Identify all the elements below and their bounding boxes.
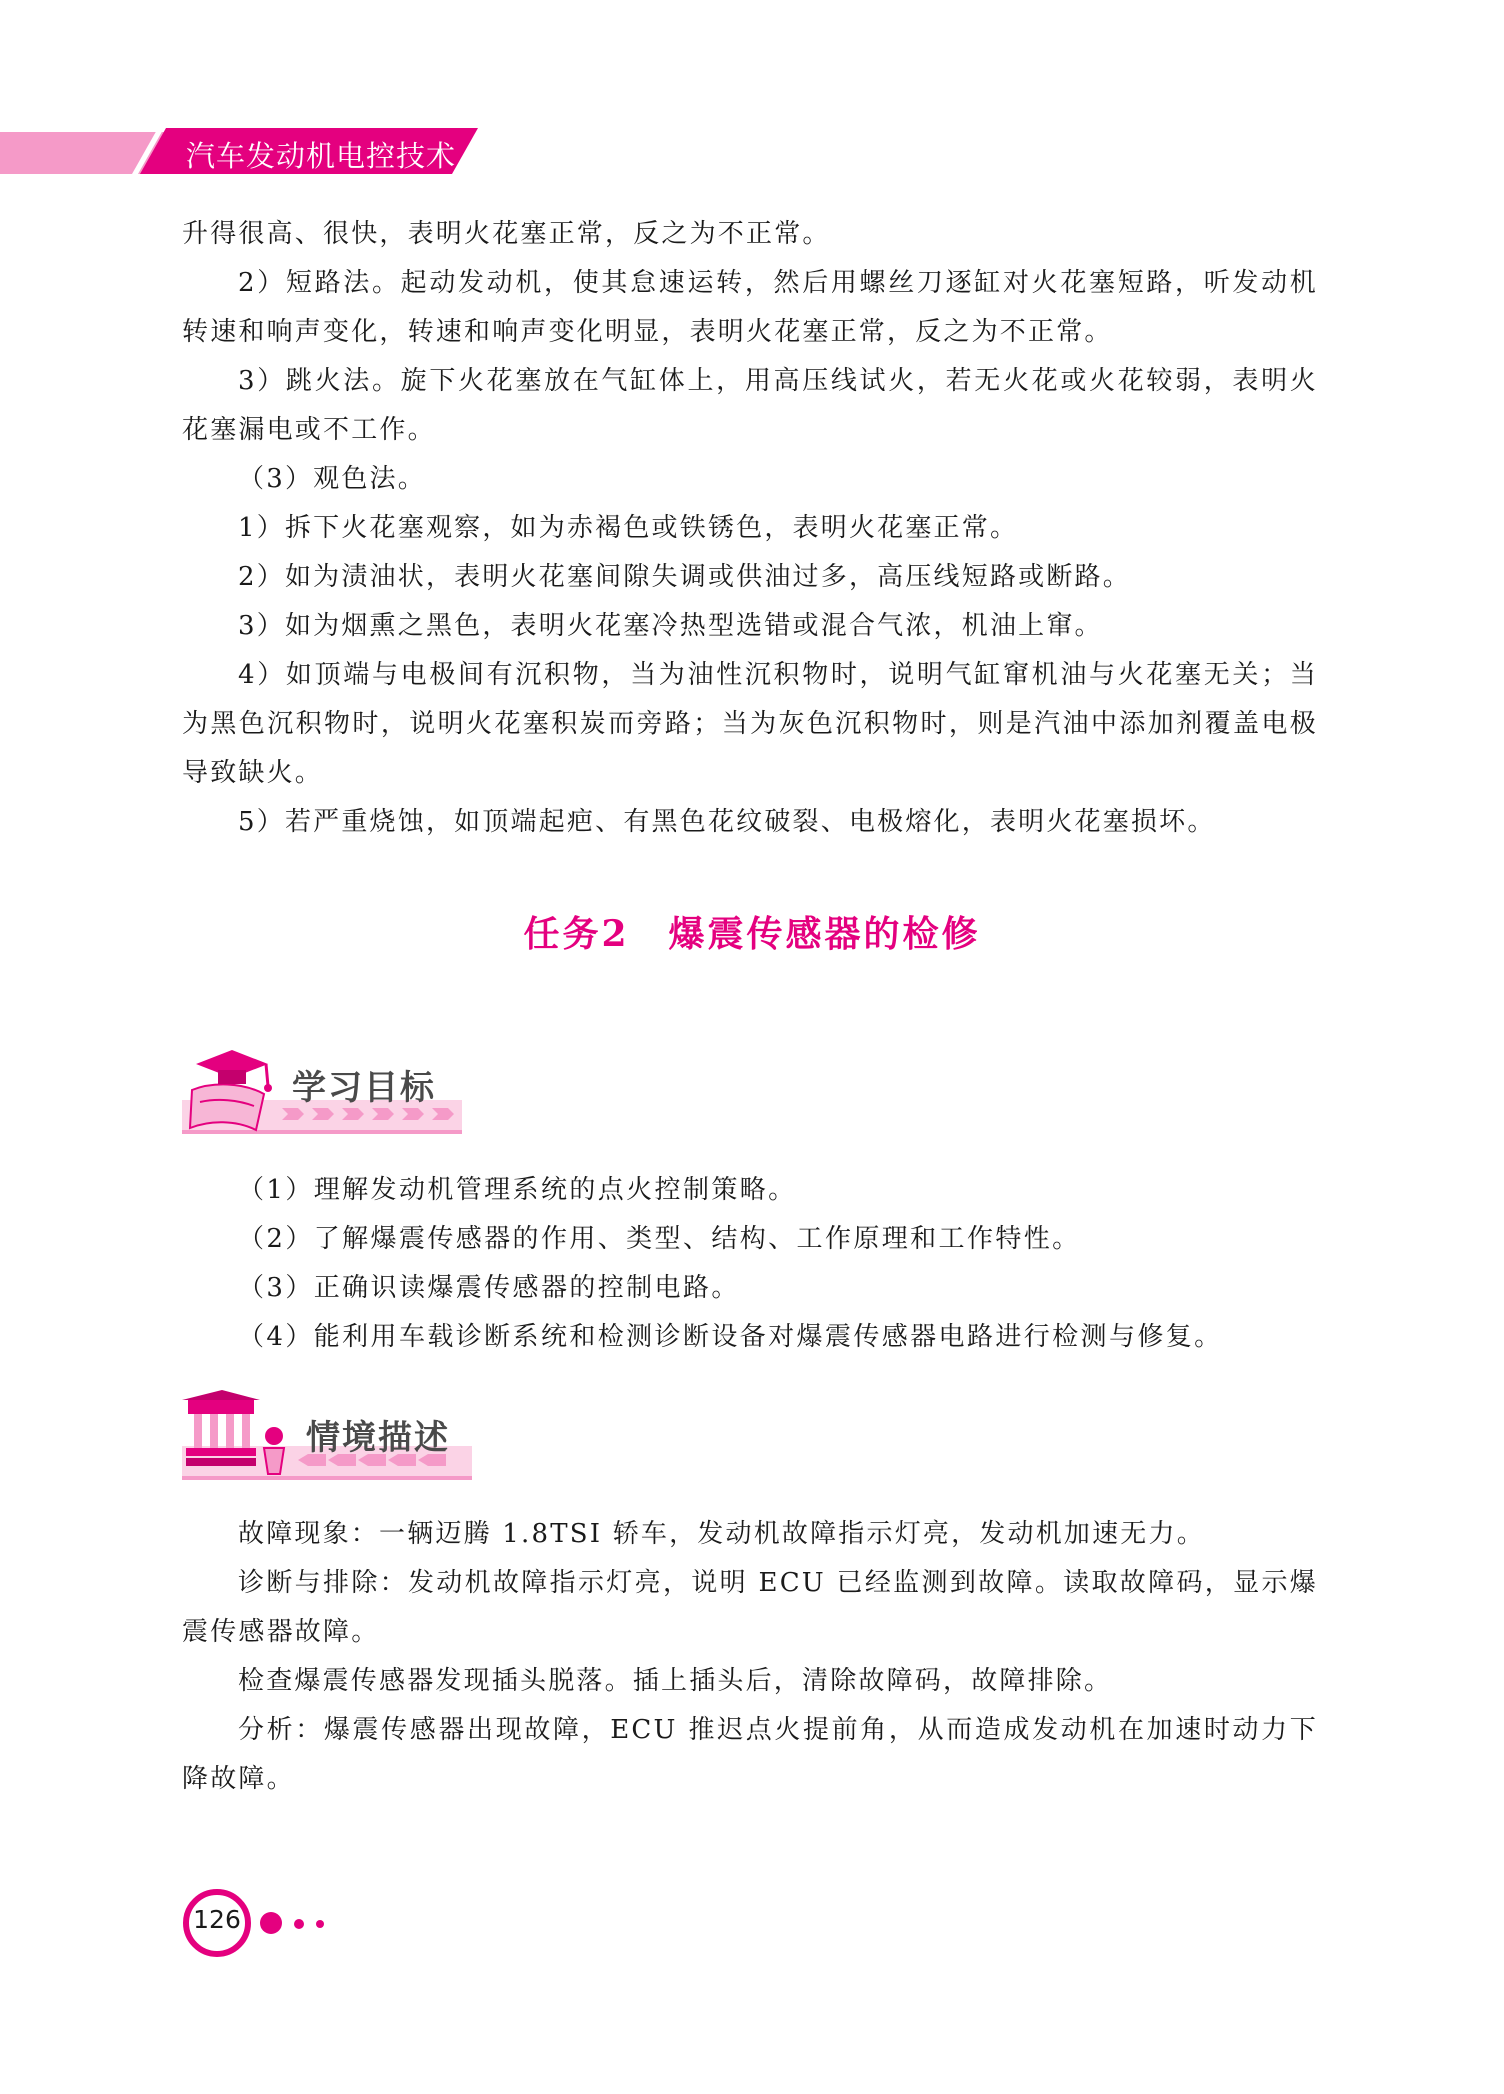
running-header-title: 汽车发动机电控技术 <box>186 139 457 173</box>
page-number: 126 <box>193 1905 241 1934</box>
list-item: （2）了解爆震传感器的作用、类型、结构、工作原理和工作特性。 <box>238 1224 1081 1254</box>
paragraph: 检查爆震传感器发现插头脱落。插上插头后，清除故障码，故障排除。 <box>238 1666 1113 1696</box>
paragraph: （3）观色法。 <box>238 464 426 494</box>
paragraph: 分析：爆震传感器出现故障，ECU 推迟点火提前角，从而造成发动机在加速时动力下降故障。 <box>182 1715 1318 1794</box>
paragraph: 故障现象：一辆迈腾 1.8TSI 轿车，发动机故障指示灯亮，发动机加速无力。 <box>238 1519 1205 1549</box>
paragraph: 1）拆下火花塞观察，如为赤褐色或铁锈色，表明火花塞正常。 <box>238 513 1019 543</box>
scenario-label: 情境描述 <box>306 1418 450 1458</box>
paragraph: 2）短路法。起动发动机，使其怠速运转，然后用螺丝刀逐缸对火花塞短路，听发动机转速和响声变化，转速和响声变化明显，表明火花塞正常，反之为不正常。 <box>182 268 1318 347</box>
dot-icon <box>258 1910 338 1940</box>
list-item: （3）正确识读爆震传感器的控制电路。 <box>238 1273 740 1303</box>
paragraph: 升得很高、很快，表明火花塞正常，反之为不正常。 <box>182 219 831 249</box>
paragraph: 3）跳火法。旋下火花塞放在气缸体上，用高压线试火，若无火花或火花较弱，表明火花塞漏电或不工作。 <box>182 366 1318 445</box>
paragraph: 2）如为渍油状，表明火花塞间隙失调或供油过多，高压线短路或断路。 <box>238 562 1131 592</box>
paragraph: 诊断与排除：发动机故障指示灯亮，说明 ECU 已经监测到故障。读取故障码，显示爆震传感器故障。 <box>182 1568 1318 1647</box>
scenario-badge <box>182 1388 472 1484</box>
paragraph: 5）若严重烧蚀，如顶端起疤、有黑色花纹破裂、电极熔化，表明火花塞损坏。 <box>238 807 1216 837</box>
scenario-text-block <box>182 1510 1318 1804</box>
paragraph: 4）如顶端与电极间有沉积物，当为油性沉积物时，说明气缸窜机油与火花塞无关；当为黑色沉积物时，说明火花塞积炭而旁路；当为灰色沉积物时，则是汽油中添加剂覆盖电极导致缺火。 <box>182 660 1318 788</box>
list-item: （1）理解发动机管理系统的点火控制策略。 <box>238 1175 797 1205</box>
list-item: （4）能利用车载诊断系统和检测诊断设备对爆震传感器电路进行检测与修复。 <box>238 1322 1223 1352</box>
learning-goals-badge <box>182 1042 472 1138</box>
task-title: 任务2 爆震传感器的检修 <box>523 913 981 955</box>
top-text-block <box>182 210 1318 847</box>
learning-goals-list <box>182 1166 1318 1362</box>
paragraph: 3）如为烟熏之黑色，表明火花塞冷热型选错或混合气浓，机油上窜。 <box>238 611 1103 641</box>
learning-goals-label: 学习目标 <box>292 1068 436 1108</box>
